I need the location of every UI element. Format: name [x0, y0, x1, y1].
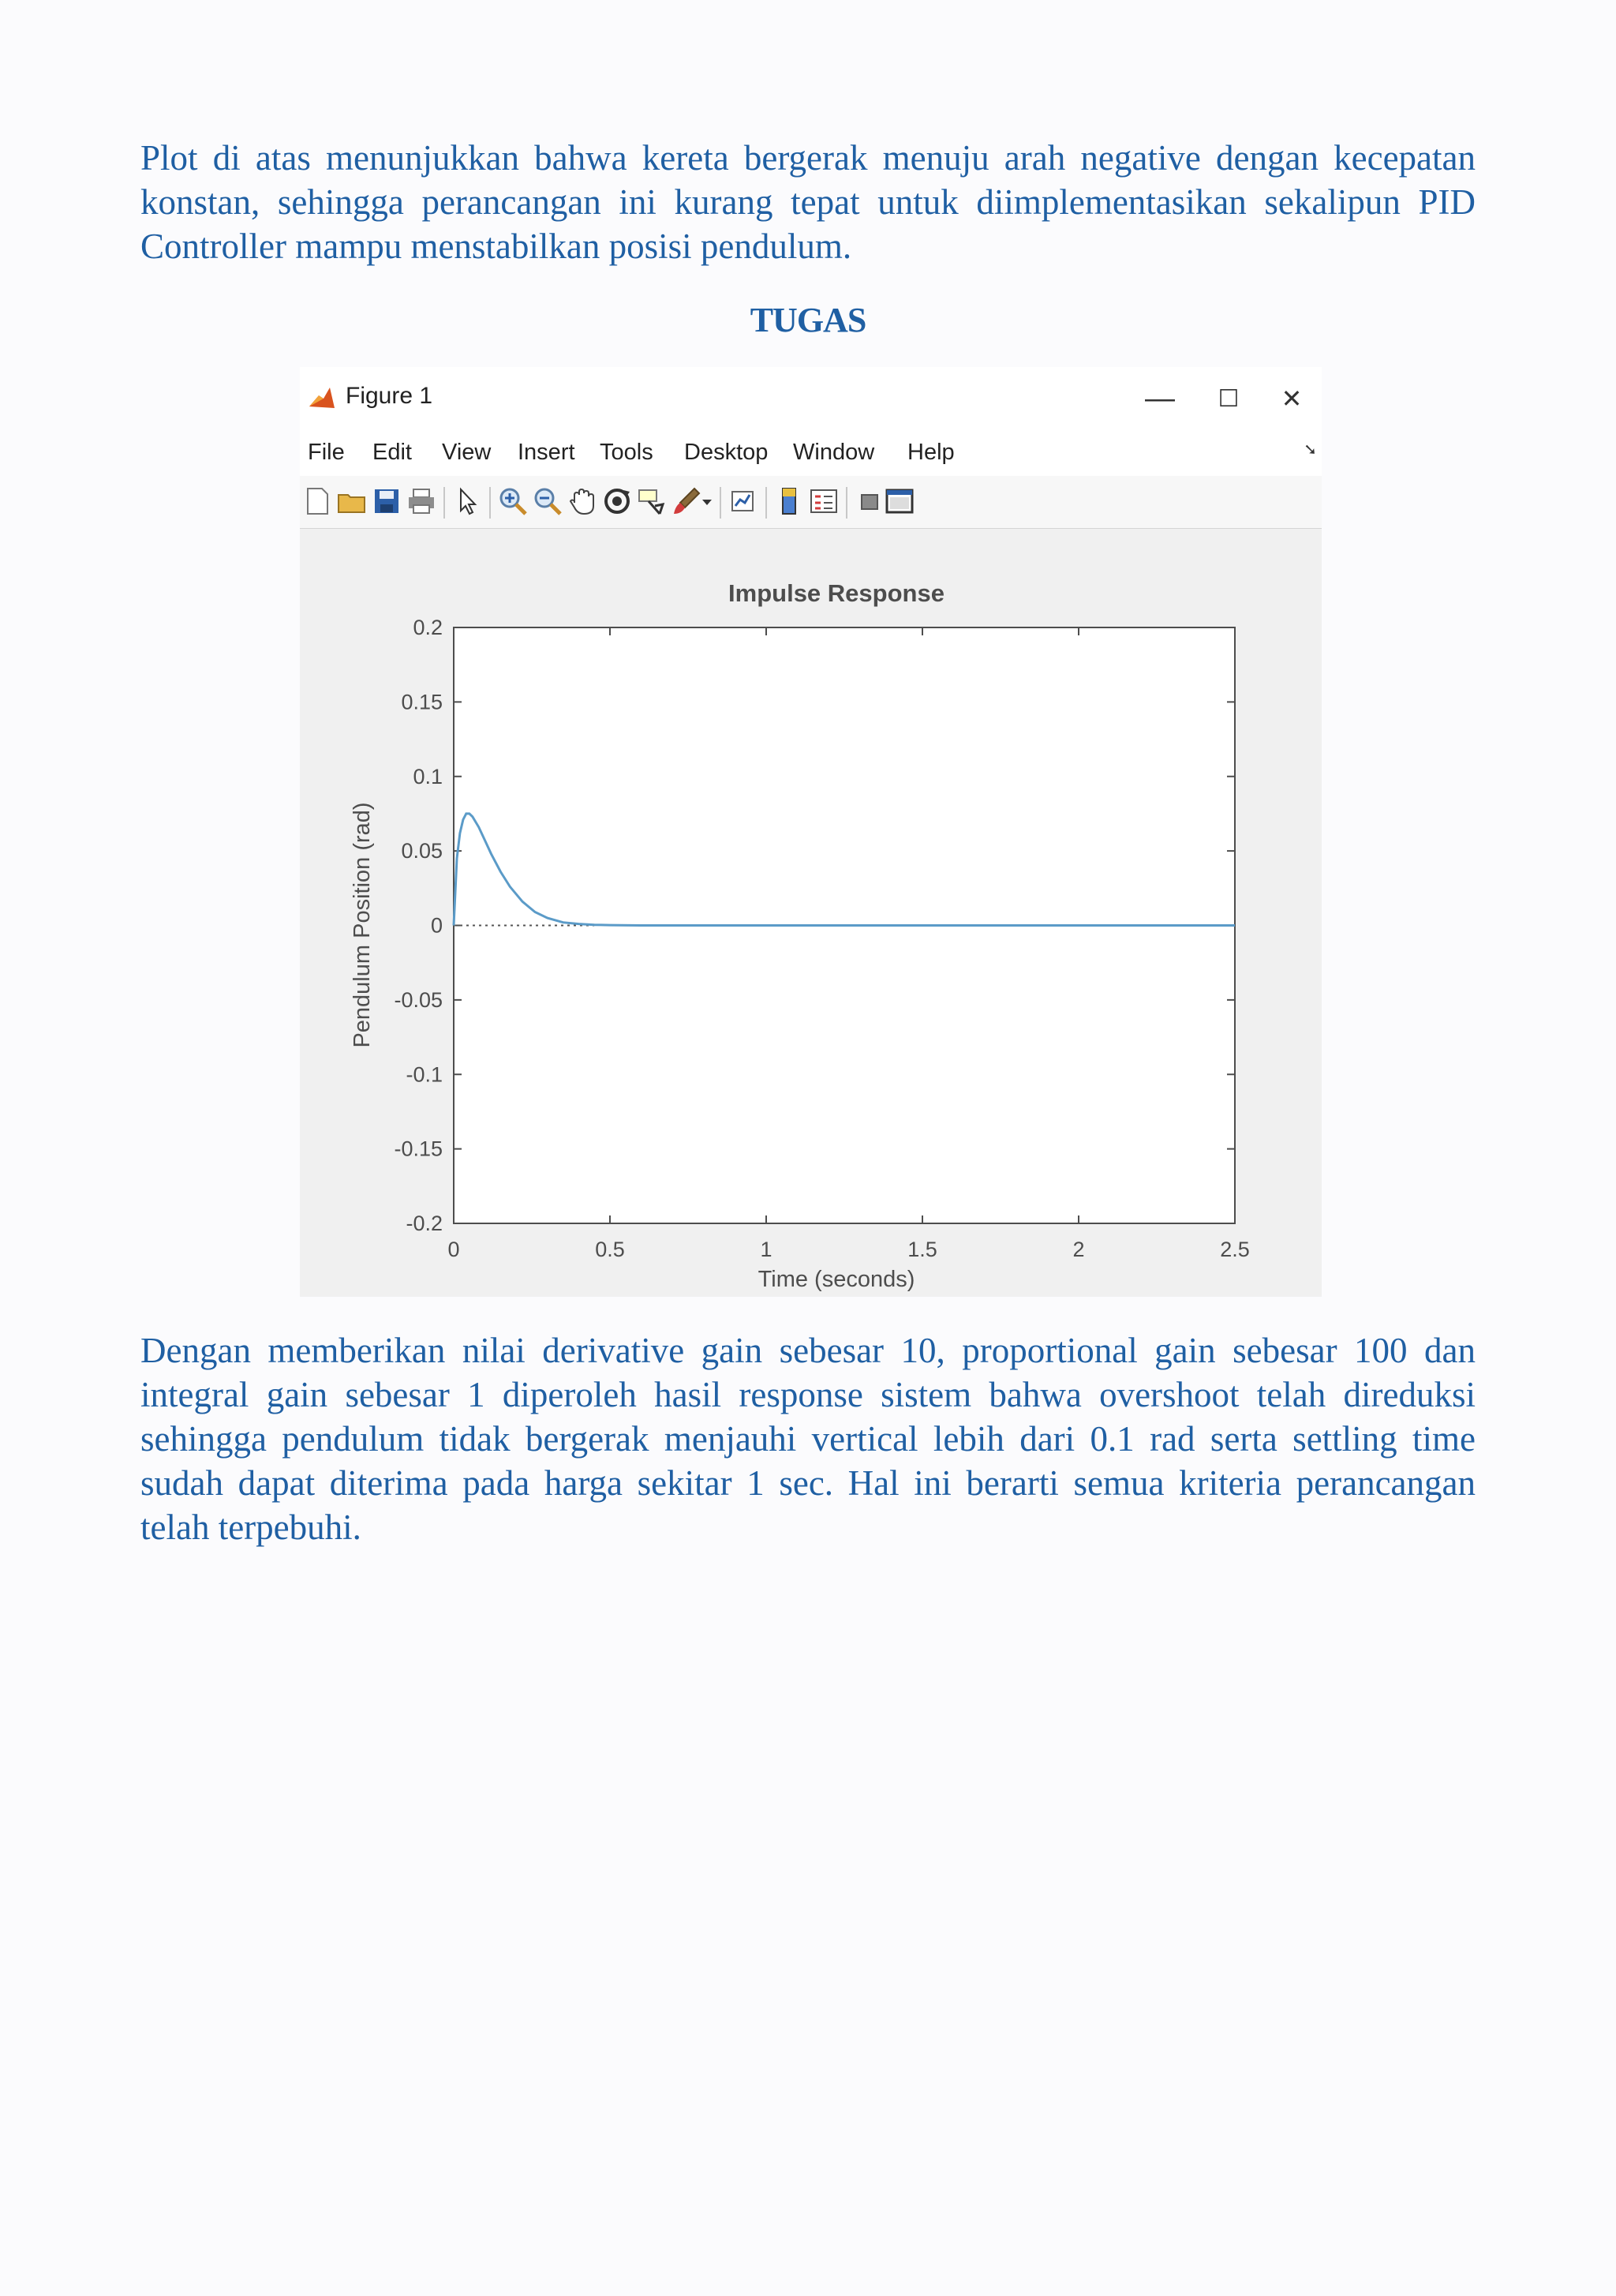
x-tick-label: 1.5 [907, 1238, 937, 1261]
toolbar-separator [846, 487, 847, 519]
x-tick-label: 2.5 [1220, 1238, 1250, 1261]
section-heading: TUGAS [750, 301, 866, 339]
maximize-button[interactable]: ☐ [1218, 385, 1240, 412]
chart-title: Impulse Response [728, 579, 945, 607]
paragraph-conclusion: Dengan memberikan nilai derivative gain sebesar 10, proportional gain sebesar 100 dan integral gain sebesar 1 diperoleh hasil response sistem bahwa overshoot telah direduksi sehingga pendulum tidak bergerak menjauhi vertical lebih dari 0.1 rad serta settling time sudah dapat diterima pada harga sekitar 1 sec. Hal ini berarti semua kriteria perancangan telah terpebuhi. [140, 1331, 1476, 1547]
zoom-in-icon[interactable] [497, 485, 529, 517]
menu-desktop[interactable]: Desktop [684, 440, 769, 465]
x-axis-label: Time (seconds) [758, 1267, 915, 1292]
paragraph-intro: Plot di atas menunjukkan bahwa kereta bergerak menuju arah negative dengan kecepatan konstan, sehingga perancangan ini kurang tepat untuk diimplementasikan sekalipun PID Controller mampu menstabilkan posisi pendulum. [140, 138, 1476, 266]
y-tick-label: 0.1 [413, 764, 443, 788]
y-axis-label: Pendulum Position (rad) [350, 802, 375, 1048]
menu-insert[interactable]: Insert [518, 440, 575, 465]
open-file-icon[interactable] [336, 485, 368, 517]
menu-tools[interactable]: Tools [600, 440, 653, 465]
window-titlebar [300, 367, 1322, 430]
brush-icon[interactable] [671, 485, 702, 517]
print-icon[interactable] [406, 485, 437, 517]
zoom-out-icon[interactable] [532, 485, 563, 517]
menu-edit[interactable]: Edit [372, 440, 412, 465]
toolbar-separator [720, 487, 721, 519]
menu-file[interactable]: File [308, 440, 345, 465]
x-tick-label: 1 [760, 1238, 772, 1261]
y-tick-label: -0.2 [406, 1212, 443, 1235]
menu-window[interactable]: Window [793, 440, 875, 465]
figure-toolbar [300, 476, 1322, 529]
toolbar-separator [443, 487, 445, 519]
y-tick-label: -0.05 [394, 987, 443, 1012]
close-button[interactable]: ✕ [1281, 384, 1303, 413]
window-title: Figure 1 [346, 383, 433, 409]
y-tick-label: 0.05 [401, 839, 443, 863]
y-tick-label: 0 [430, 913, 443, 938]
toolbar-separator [765, 487, 767, 519]
menu-view[interactable]: View [442, 440, 492, 465]
legend-icon[interactable] [808, 485, 840, 517]
data-cursor-icon[interactable] [636, 485, 668, 517]
link-plot-icon[interactable] [728, 485, 759, 517]
y-tick-label: -0.1 [406, 1062, 443, 1087]
minimize-button[interactable]: — [1145, 381, 1175, 415]
save-icon[interactable] [371, 485, 402, 517]
impulse-response-chart [300, 529, 1322, 1297]
brush-dropdown-icon[interactable] [699, 485, 715, 517]
y-tick-label: 0.15 [401, 690, 443, 714]
menu-bar [300, 430, 1322, 477]
pointer-icon[interactable] [451, 485, 483, 517]
new-figure-icon[interactable] [301, 485, 333, 517]
pan-hand-icon[interactable] [567, 485, 598, 517]
x-tick-label: 0.5 [595, 1238, 625, 1261]
colorbar-icon[interactable] [773, 485, 805, 517]
plot-area [300, 529, 1322, 1297]
y-tick-label: 0.2 [413, 616, 443, 639]
toolbar-separator [489, 487, 491, 519]
menu-help[interactable]: Help [907, 440, 955, 465]
matlab-figure-window [300, 367, 1322, 1297]
menu-overflow-arrow-icon[interactable]: ➘ [1304, 441, 1317, 459]
matlab-logo-icon [306, 384, 338, 413]
show-plot-tools-icon[interactable] [884, 485, 915, 517]
x-tick-label: 0 [447, 1238, 460, 1261]
hide-plot-tools-icon[interactable] [854, 485, 885, 517]
y-tick-label: -0.15 [394, 1137, 443, 1161]
rotate-icon[interactable] [601, 485, 633, 517]
x-tick-label: 2 [1072, 1238, 1085, 1261]
